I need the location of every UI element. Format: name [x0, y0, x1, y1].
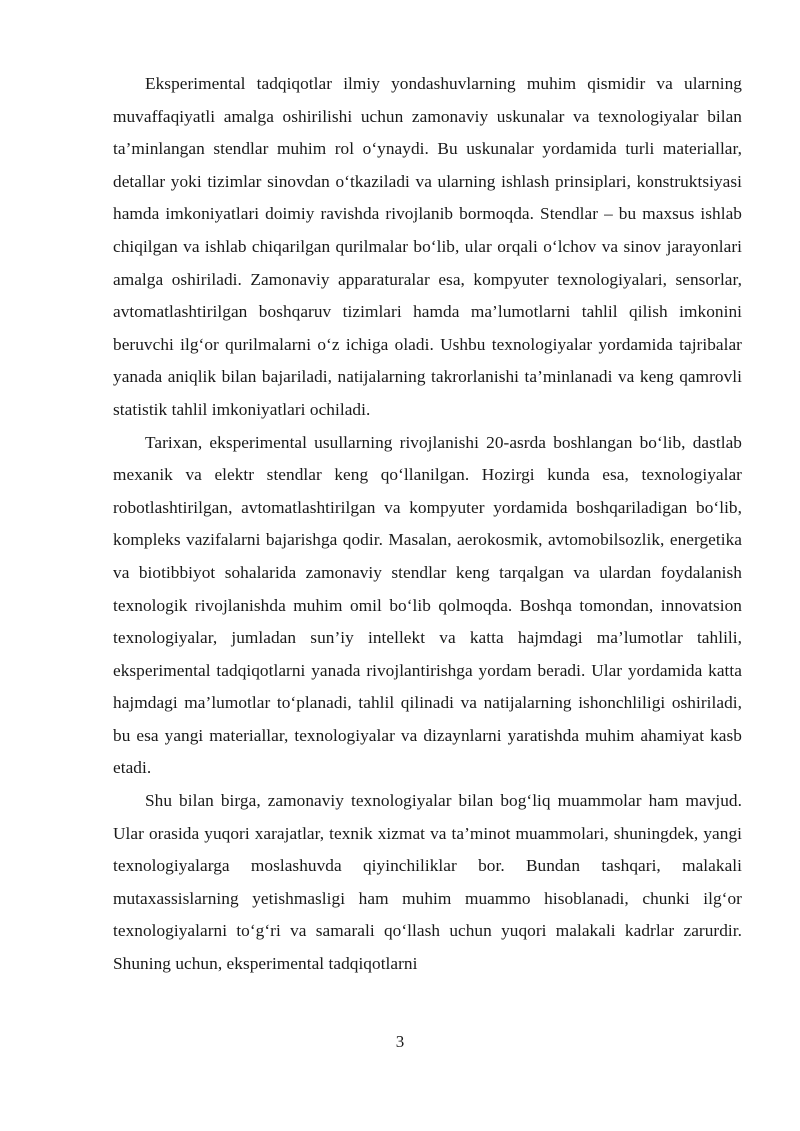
paragraph-2: Tarixan, eksperimental usullarning rivojlanishi 20-asrda boshlangan bo‘lib, dastlab mexanik va elektr stendlar keng qo‘llanilgan. Hozirgi kunda esa, texnologiyalar robotlashtirilgan, avtomatlashtirilgan va kompyuter yordamida boshqariladigan bo‘lib, kompleks vazifalarni bajarishga qodir. Masalan, aerokosmik, avtomobilsozlik, energetika va biotibbiyot sohalarida zamonaviy stendlar keng tarqalgan va ulardan foydalanish texnologik rivojlanishda muhim omil bo‘lib qolmoqda. Boshqa tomondan, innovatsion texnologiyalar, jumladan sun’iy intellekt va katta hajmdagi ma’lumotlar tahlili, eksperimental tadqiqotlarni yanada rivojlantirishga yordam beradi. Ular yordamida katta hajmdagi ma’lumotlar to‘planadi, tahlil qilinadi va natijalarning ishonchliligi oshiriladi, bu esa yangi materiallar, texnologiyalar va dizaynlarni yaratishda muhim ahamiyat kasb etadi. — [113, 432, 742, 778]
paragraph-1: Eksperimental tadqiqotlar ilmiy yondashuvlarning muhim qismidir va ularning muvaffaqiyatli amalga oshirilishi uchun zamonaviy uskunalar va texnologiyalar bilan ta’minlangan stendlar muhim rol o‘ynaydi. Bu uskunalar yordamida turli materiallar, detallar yoki tizimlar sinovdan o‘tkaziladi va ularning ishlash prinsiplari, konstruktsiyasi hamda imkoniyatlari doimiy ravishda rivojlanib bormoqda. Stendlar – bu maxsus ishlab chiqilgan va ishlab chiqarilgan qurilmalar bo‘lib, ular orqali o‘lchov va sinov jarayonlari amalga oshiriladi. Zamonaviy apparaturalar esa, kompyuter texnologiyalari, sensorlar, avtomatlashtirilgan boshqaruv tizimlari hamda ma’lumotlarni tahlil qilish imkonini beruvchi ilg‘or qurilmalarni o‘z ichiga oladi. Ushbu texnologiyalar yordamida tajribalar yanada aniqlik bilan bajariladi, natijalarning takrorlanishi ta’minlanadi va keng qamrovli statistik tahlil imkoniyatlari ochiladi. — [113, 74, 742, 419]
page-number: 3 — [395, 1032, 405, 1051]
paragraph-3: Shu bilan birga, zamonaviy texnologiyalar bilan bog‘liq muammolar ham mavjud. Ular orasida yuqori xarajatlar, texnik xizmat va ta’minot muammolari, shuningdek, yangi texnologiyalarga moslashuvda qiyinchiliklar bor. Bundan tashqari, malakali mutaxassislarning yetishmasligi ham muhim muammo hisoblanadi, chunki ilg‘or texnologiyalarni to‘g‘ri va samarali qo‘llash uchun yuqori malakali kadrlar zarurdir. Shuning uchun, eksperimental tadqiqotlarni — [113, 791, 742, 974]
page-body — [113, 68, 742, 981]
